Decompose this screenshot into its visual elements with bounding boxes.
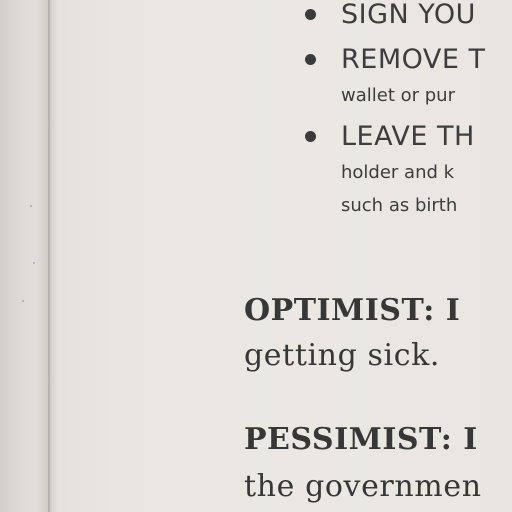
pessimist-label: PESSIMIST: I [244,422,478,457]
paper-speck [22,300,24,302]
bullet-subtext: wallet or pur [341,85,455,106]
bullet-dot-icon [305,9,316,20]
binding-edge [48,0,50,512]
optimist-label: OPTIMIST: I [244,293,461,328]
bullet-dot-icon [305,131,316,142]
bullet-heading: LEAVE TH [341,121,475,152]
bullet-subtext: such as birth [341,195,458,216]
binding-shadow [36,0,58,512]
paper-speck [30,205,32,207]
paper-speck [33,262,35,264]
bullet-dot-icon [305,54,316,65]
pessimist-continuation: the governmen [244,469,482,504]
bullet-subtext: holder and k [341,162,455,183]
bullet-heading: REMOVE T [341,44,486,75]
bullet-heading: SIGN YOU [341,0,476,30]
optimist-continuation: getting sick. [244,338,441,373]
